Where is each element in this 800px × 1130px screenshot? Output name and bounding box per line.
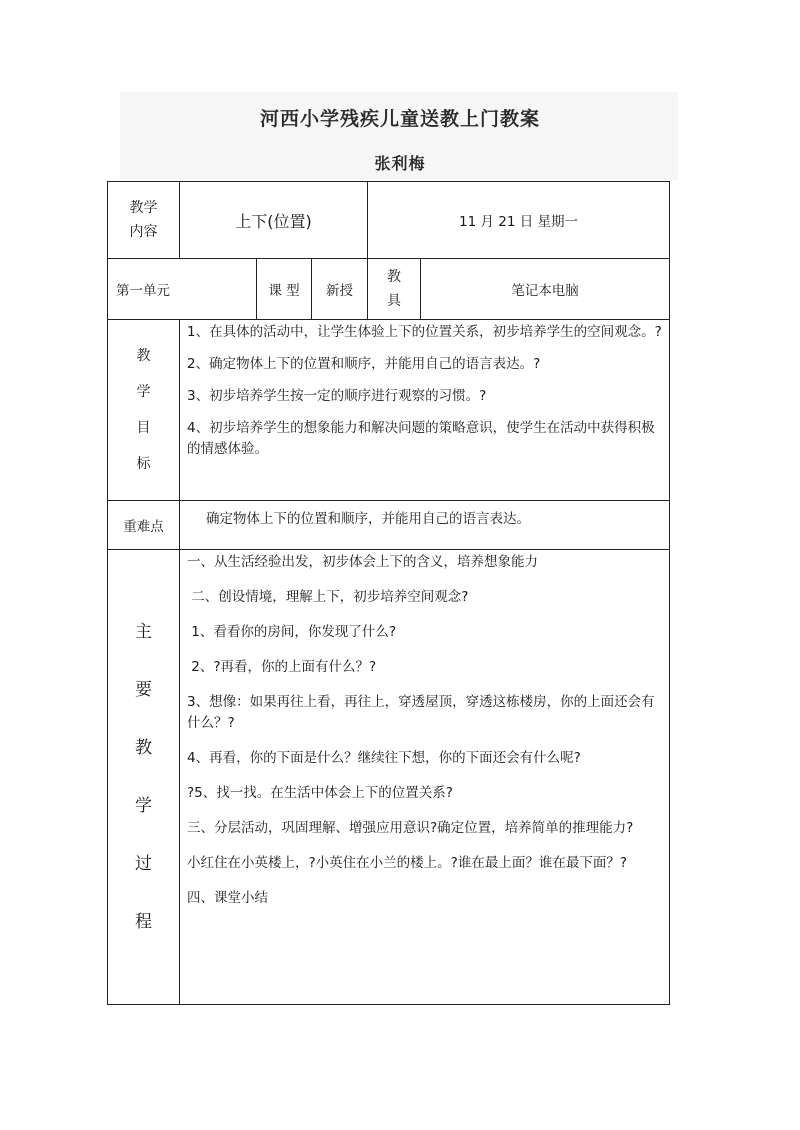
difficulty-row <box>108 501 670 550</box>
process-step: 小红住在小英楼上，?小英住在小兰的楼上。?谁在最上面？谁在最下面？? <box>187 855 627 871</box>
process-label <box>108 550 180 1005</box>
teaching-aid-value: 笔记本电脑 <box>421 259 670 320</box>
teaching-aid-label <box>368 259 421 320</box>
process-label-char: 要 <box>135 680 152 700</box>
process-label-char: 学 <box>135 796 152 816</box>
lesson-type-label: 课 型 <box>257 259 312 320</box>
process-row <box>108 550 670 1005</box>
goal-item: 3、初步培养学生按一定的顺序进行观察的习惯。? <box>187 388 487 404</box>
difficulty-content: 确定物体上下的位置和顺序，并能用自己的语言表达。 <box>180 501 670 550</box>
goal-item: 1、在具体的活动中，让学生体验上下的位置关系，初步培养学生的空间观念。? <box>187 324 662 340</box>
goals-content <box>180 320 670 501</box>
goals-label-char: 目 <box>136 420 151 436</box>
content-label <box>108 182 180 259</box>
goals-label-char: 教 <box>136 348 151 364</box>
goals-label-char: 标 <box>136 456 151 472</box>
teaching-aid-label-line-1: 教 <box>387 269 402 285</box>
author-name: 张利梅 <box>374 154 426 173</box>
process-content <box>180 550 670 1005</box>
lesson-topic: 上下(位置) <box>180 182 368 259</box>
teaching-aid-label-line-2: 具 <box>387 293 402 309</box>
process-label-char: 教 <box>135 738 152 758</box>
goals-label <box>108 320 180 501</box>
process-step: 一、从生活经验出发，初步体会上下的含义，培养想象能力 <box>187 554 538 570</box>
process-step: 3、想像：如果再往上看，再往上，穿透屋顶，穿透这栋楼房，你的上面还会有什么？? <box>187 694 655 731</box>
unit-name: 第一单元 <box>108 259 257 320</box>
document-title: 河西小学残疾儿童送教上门教案 <box>259 108 540 130</box>
process-label-char: 程 <box>135 912 152 932</box>
content-row <box>108 182 670 259</box>
lesson-type-value: 新授 <box>312 259 368 320</box>
difficulty-label: 重难点 <box>108 501 180 550</box>
process-label-char: 过 <box>135 854 152 874</box>
goals-label-char: 学 <box>136 384 151 400</box>
unit-row <box>108 259 670 320</box>
goal-item: 4、初步培养学生的想象能力和解决问题的策略意识，使学生在活动中获得积极的情感体验。 <box>187 420 655 457</box>
process-step: 二、创设情境，理解上下，初步培养空间观念? <box>187 589 469 605</box>
content-label-line-1: 教学 <box>129 200 158 216</box>
process-label-char: 主 <box>135 622 152 642</box>
goals-row <box>108 320 670 501</box>
process-step: 四、课堂小结 <box>187 890 268 906</box>
process-step: ?5、找一找。在生活中体会上下的位置关系? <box>187 785 453 801</box>
goal-item: 2、确定物体上下的位置和顺序，并能用自己的语言表达。? <box>187 356 541 372</box>
process-step: 4、再看，你的下面是什么？继续往下想，你的下面还会有什么呢? <box>187 750 581 766</box>
content-label-line-2: 内容 <box>129 224 158 240</box>
process-step: 2、?再看，你的上面有什么？? <box>187 659 377 675</box>
lesson-date: 11 月 21 日 星期一 <box>368 182 670 259</box>
lesson-plan-table <box>107 181 670 1005</box>
process-step: 三、分层活动，巩固理解、增强应用意识?确定位置，培养简单的推理能力? <box>187 820 634 836</box>
process-step: 1、看看你的房间，你发现了什么? <box>187 624 397 640</box>
